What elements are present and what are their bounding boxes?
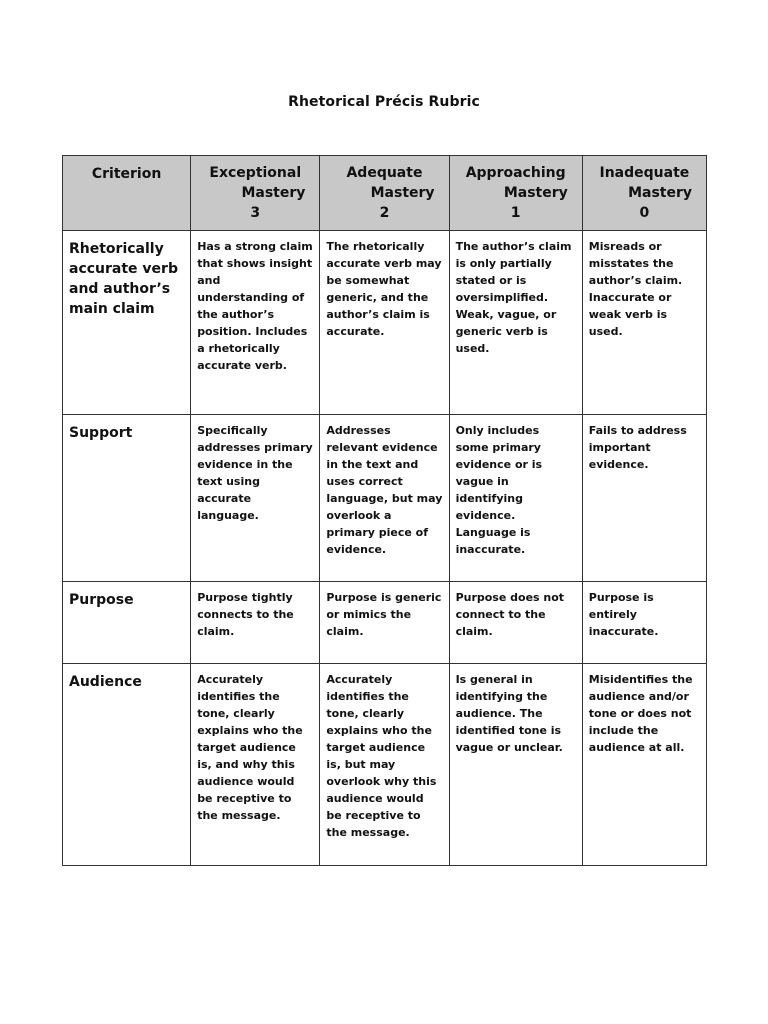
table-cell: Misreads or misstates the author’s claim. Inaccurate or weak verb is used.	[582, 231, 706, 415]
page-title: Rhetorical Précis Rubric	[288, 94, 480, 110]
table-cell: Has a strong claim that shows insight and understanding of the author’s position. Includes a rhetorically accurate verb.	[191, 231, 320, 415]
header-sublabel: Mastery	[628, 185, 692, 201]
header-inadequate	[582, 156, 706, 231]
table-cell: Fails to address important evidence.	[582, 415, 706, 582]
header-score: 2	[379, 205, 390, 221]
rubric-table	[62, 155, 707, 866]
header-score: 0	[639, 205, 650, 221]
criterion-cell: Audience	[63, 664, 191, 866]
header-criterion	[63, 156, 191, 231]
table-cell: The rhetorically accurate verb may be somewhat generic, and the author’s claim is accurate.	[320, 231, 449, 415]
header-score: 3	[250, 205, 261, 221]
header-exceptional	[191, 156, 320, 231]
header-sublabel: Mastery	[241, 185, 306, 201]
table-cell: Purpose does not connect to the claim.	[449, 582, 582, 664]
header-sublabel: Mastery	[370, 185, 435, 201]
header-label: Exceptional	[209, 165, 302, 181]
header-sublabel: Mastery	[503, 185, 568, 201]
header-label: Approaching	[465, 165, 566, 181]
header-label: Inadequate	[599, 165, 690, 181]
table-row	[63, 664, 707, 866]
table-cell: Purpose tightly connects to the claim.	[191, 582, 320, 664]
table-cell: Purpose is generic or mimics the claim.	[320, 582, 449, 664]
table-cell: Addresses relevant evidence in the text and uses correct language, but may overlook a primary piece of evidence.	[320, 415, 449, 582]
criterion-cell: Rhetorically accurate verb and author’s main claim	[63, 231, 191, 415]
table-row	[63, 415, 707, 582]
criterion-cell: Support	[63, 415, 191, 582]
table-cell: Accurately identifies the tone, clearly explains who the target audience is, and why this audience would be receptive to the message.	[191, 664, 320, 866]
table-cell: Specifically addresses primary evidence in the text using accurate language.	[191, 415, 320, 582]
header-label: Criterion	[91, 166, 162, 182]
header-score: 1	[510, 205, 521, 221]
header-approaching	[449, 156, 582, 231]
header-adequate	[320, 156, 449, 231]
header-label: Adequate	[346, 165, 423, 181]
table-cell: Only includes some primary evidence or is vague in identifying evidence. Language is inaccurate.	[449, 415, 582, 582]
table-cell: Accurately identifies the tone, clearly explains who the target audience is, but may overlook why this audience would be receptive to the message.	[320, 664, 449, 866]
criterion-cell: Purpose	[63, 582, 191, 664]
table-cell: Purpose is entirely inaccurate.	[582, 582, 706, 664]
table-cell: Misidentifies the audience and/or tone or does not include the audience at all.	[582, 664, 706, 866]
table-row	[63, 582, 707, 664]
table-cell: The author’s claim is only partially stated or is oversimplified. Weak, vague, or generic verb is used.	[449, 231, 582, 415]
header-row	[63, 156, 707, 231]
table-cell: Is general in identifying the audience. The identified tone is vague or unclear.	[449, 664, 582, 866]
table-row	[63, 231, 707, 415]
